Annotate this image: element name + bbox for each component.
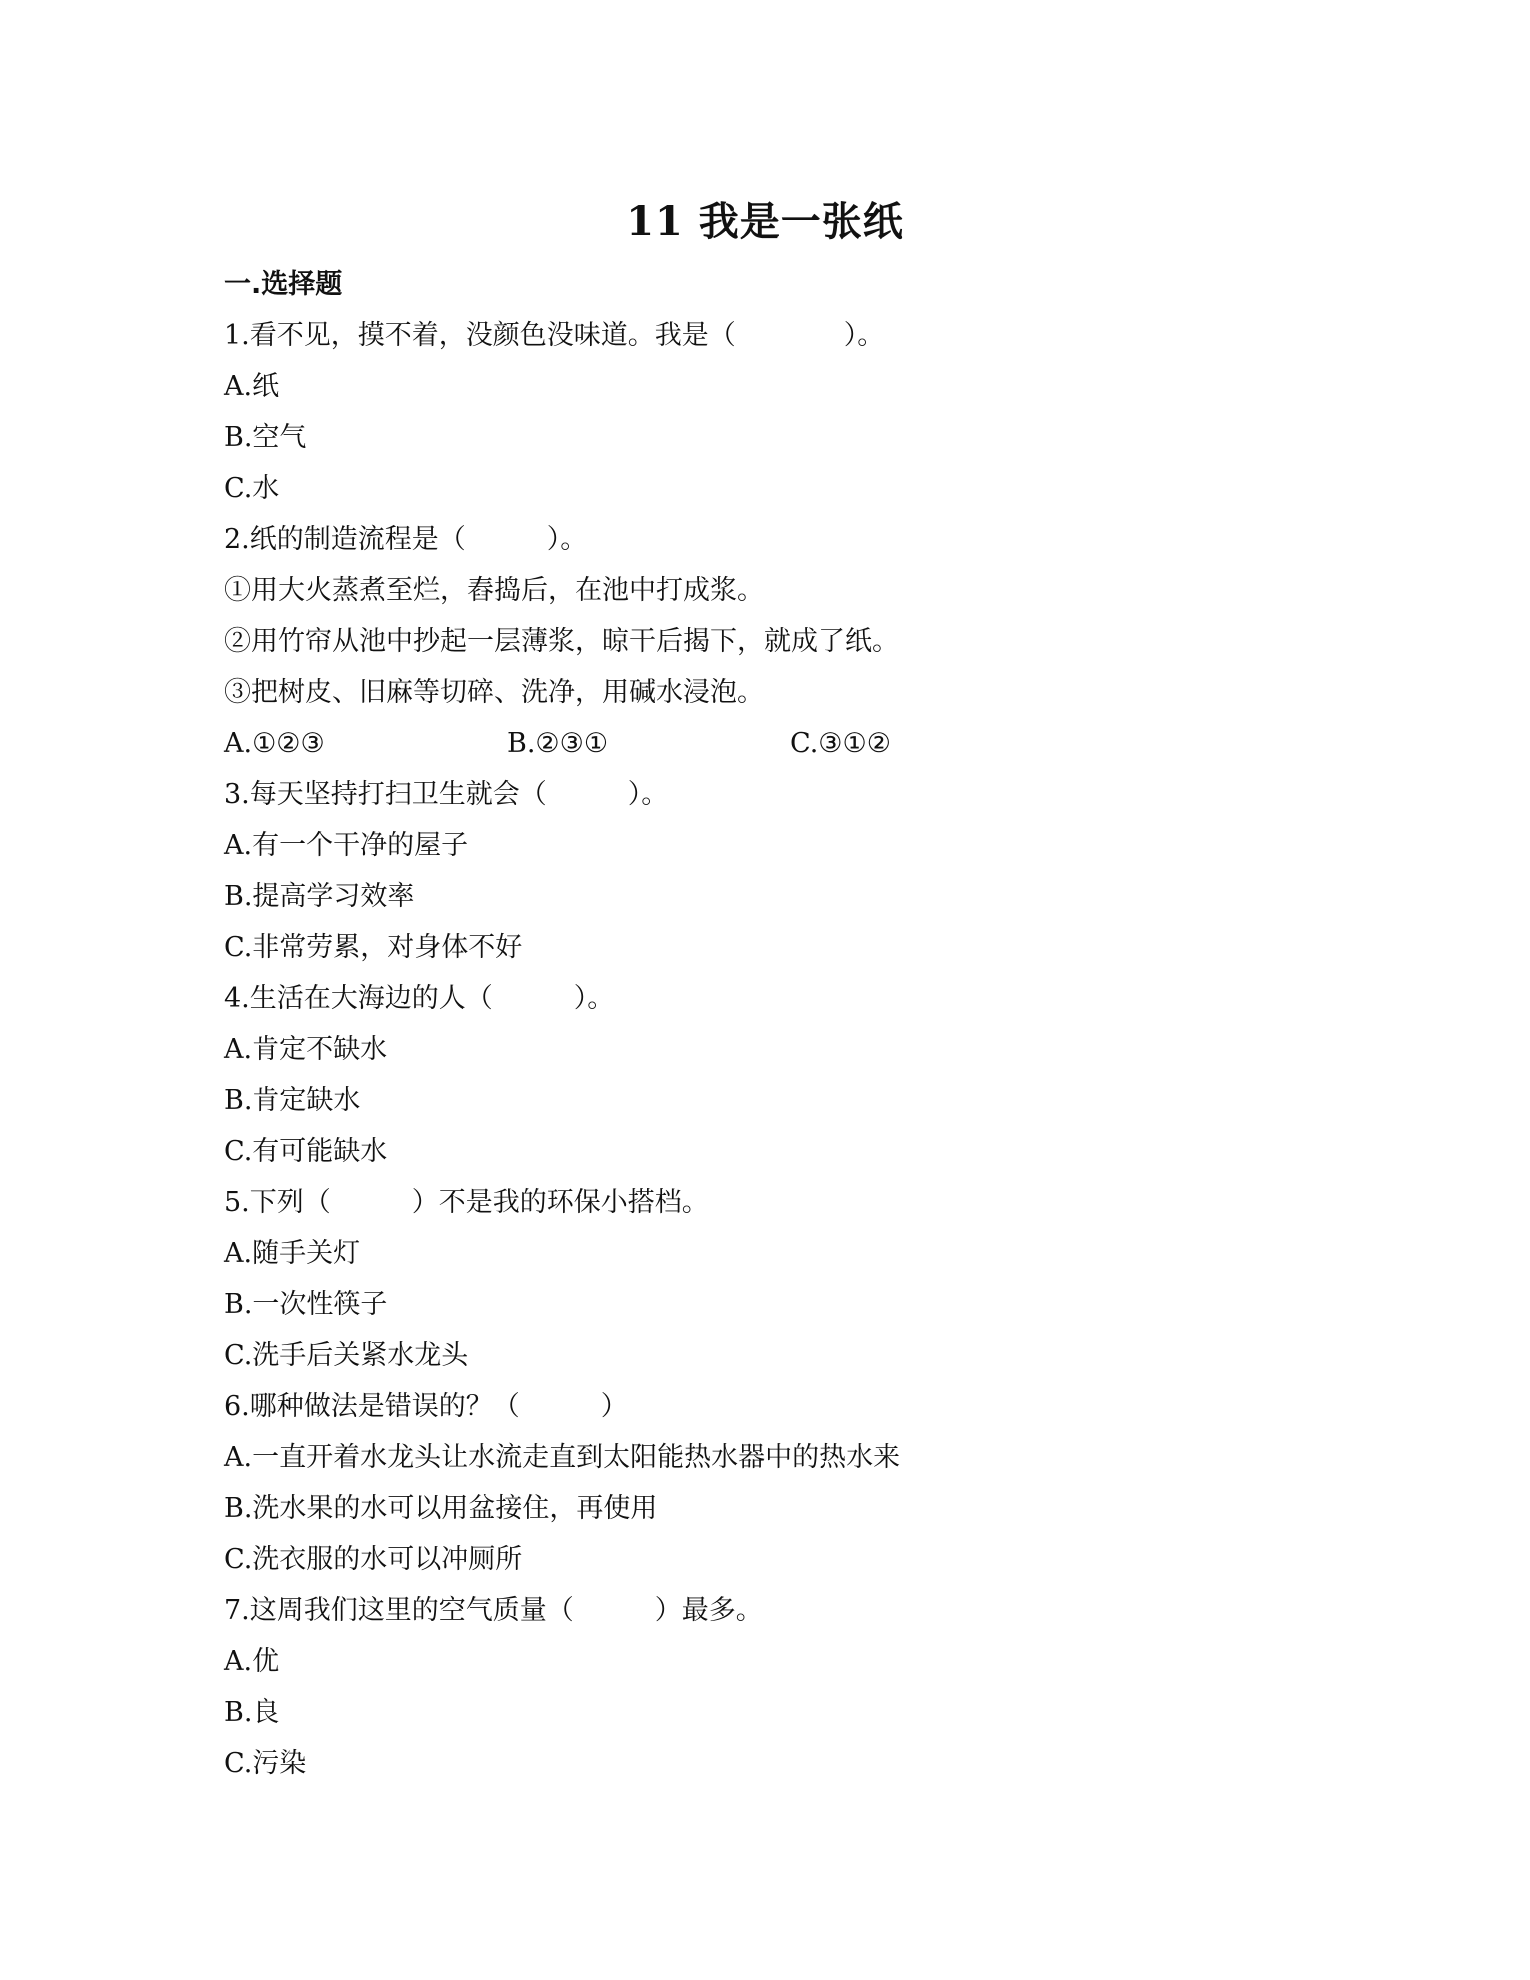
question-3-stem: 3.每天坚持打扫卫生就会（ ）。 [224,779,669,810]
question-6-option-a: A.一直开着水龙头让水流走直到太阳能热水器中的热水来 [224,1442,901,1473]
question-5-option-c: C.洗手后关紧水龙头 [224,1340,469,1371]
question-3-option-c: C.非常劳累，对身体不好 [224,932,523,963]
question-3-option-b: B.提高学习效率 [224,881,415,912]
page-title: 11 我是一张纸 [626,198,904,245]
question-6-option-b: B.洗水果的水可以用盆接住，再使用 [224,1493,658,1524]
question-5-option-a: A.随手关灯 [224,1238,361,1269]
question-2-stem: 2.纸的制造流程是（ ）。 [224,524,588,555]
question-4-stem: 4.生活在大海边的人（ ）。 [224,983,615,1014]
question-1-option-b: B.空气 [224,422,307,453]
question-1-option-c: C.水 [224,473,280,504]
question-4-option-c: C.有可能缺水 [224,1136,388,1167]
question-2-step-3: ③把树皮、旧麻等切碎、洗净，用碱水浸泡。 [224,677,764,708]
question-6-option-c: C.洗衣服的水可以冲厕所 [224,1544,523,1575]
question-7-option-a: A.优 [224,1646,280,1677]
question-7-stem: 7.这周我们这里的空气质量（ ）最多。 [224,1595,763,1626]
question-1-stem: 1.看不见，摸不着，没颜色没味道。我是（ ）。 [224,320,885,351]
question-1-option-a: A.纸 [224,371,280,402]
question-2-option-a: A.①②③ [224,728,325,759]
question-3-option-a: A.有一个干净的屋子 [224,830,469,861]
question-2-options-row [224,718,1324,769]
question-2-option-c: C.③①② [790,728,891,759]
question-2-step-2: ②用竹帘从池中抄起一层薄浆，晾干后揭下，就成了纸。 [224,626,899,657]
question-list [224,259,1324,1789]
question-4-option-a: A.肯定不缺水 [224,1034,388,1065]
question-5-option-b: B.一次性筷子 [224,1289,388,1320]
question-4-option-b: B.肯定缺水 [224,1085,361,1116]
question-5-stem: 5.下列（ ）不是我的环保小搭档。 [224,1187,709,1218]
question-2-option-b: B.②③① [507,728,609,759]
question-7-option-b: B.良 [224,1697,280,1728]
question-7-option-c: C.污染 [224,1748,307,1779]
section-heading: 一.选择题 [224,269,343,300]
question-2-step-1: ①用大火蒸煮至烂，舂捣后，在池中打成浆。 [224,575,764,606]
question-6-stem: 6.哪种做法是错误的？（ ） [224,1391,628,1422]
